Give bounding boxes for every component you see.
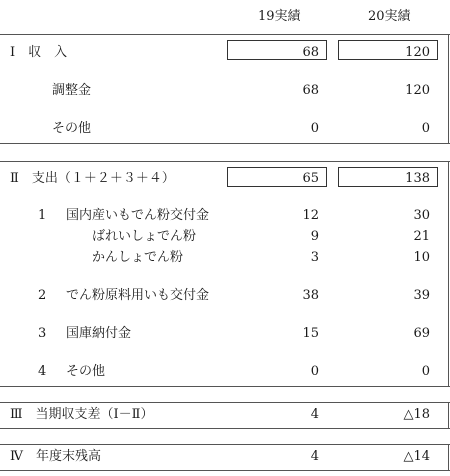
balance-value-20: △18 bbox=[403, 407, 430, 422]
balance-label: Ⅲ 当期収支差（Ⅰ－Ⅱ） bbox=[10, 407, 154, 422]
item-number: 3 bbox=[38, 326, 47, 341]
item-value-20: 30 bbox=[413, 208, 430, 223]
income-row-label: 調整金 bbox=[52, 83, 92, 98]
item-value-20: 0 bbox=[421, 364, 430, 379]
item-number: 4 bbox=[38, 364, 47, 379]
income-row-20: 0 bbox=[421, 121, 430, 136]
item-label: 国庫納付金 bbox=[66, 326, 132, 341]
item-number: 1 bbox=[38, 208, 47, 223]
section-rule bbox=[0, 428, 450, 429]
expenditure-total-19: 65 bbox=[302, 171, 319, 186]
item-value-19: 12 bbox=[302, 208, 319, 223]
section-border bbox=[448, 34, 449, 143]
year-end-value-20: △14 bbox=[403, 449, 430, 464]
item-value-20: 39 bbox=[413, 288, 430, 303]
section-rule bbox=[0, 470, 450, 471]
year-end-value-19: 4 bbox=[310, 449, 319, 464]
sub-item-label: かんしょでん粉 bbox=[92, 250, 184, 265]
section-border bbox=[448, 161, 449, 386]
item-value-19: 15 bbox=[302, 326, 319, 341]
income-row-20: 120 bbox=[405, 83, 430, 98]
item-number: 2 bbox=[38, 288, 47, 303]
item-label: 国内産いもでん粉交付金 bbox=[66, 208, 210, 223]
section-rule bbox=[0, 143, 450, 144]
income-label: Ⅰ 収 入 bbox=[10, 45, 68, 60]
section-rule bbox=[0, 444, 450, 445]
expenditure-total-20: 138 bbox=[405, 171, 430, 186]
sub-item-value-20: 21 bbox=[413, 229, 430, 244]
section-rule bbox=[0, 161, 450, 162]
balance-value-19: 4 bbox=[310, 407, 319, 422]
sub-item-value-19: 3 bbox=[310, 250, 319, 265]
section-border bbox=[448, 444, 449, 470]
section-rule bbox=[0, 34, 450, 35]
item-label: その他 bbox=[66, 364, 106, 379]
item-value-19: 38 bbox=[302, 288, 319, 303]
item-value-20: 69 bbox=[413, 326, 430, 341]
income-total-19: 68 bbox=[302, 45, 319, 60]
column-header-19: 19実績 bbox=[258, 9, 301, 24]
section-border bbox=[448, 402, 449, 428]
sub-item-value-20: 10 bbox=[413, 250, 430, 265]
income-total-20: 120 bbox=[405, 45, 430, 60]
sub-item-value-19: 9 bbox=[310, 229, 319, 244]
item-value-19: 0 bbox=[310, 364, 319, 379]
income-row-label: その他 bbox=[52, 121, 92, 136]
section-rule bbox=[0, 402, 450, 403]
income-row-19: 68 bbox=[302, 83, 319, 98]
column-header-20: 20実績 bbox=[368, 9, 411, 24]
sub-item-label: ばれいしょでん粉 bbox=[92, 229, 197, 244]
year-end-label: Ⅳ 年度末残高 bbox=[10, 449, 101, 464]
expenditure-label: Ⅱ 支出（１＋２＋３＋４） bbox=[10, 171, 175, 186]
item-label: でん粉原料用いも交付金 bbox=[66, 288, 210, 303]
income-row-19: 0 bbox=[310, 121, 319, 136]
section-rule bbox=[0, 386, 450, 387]
